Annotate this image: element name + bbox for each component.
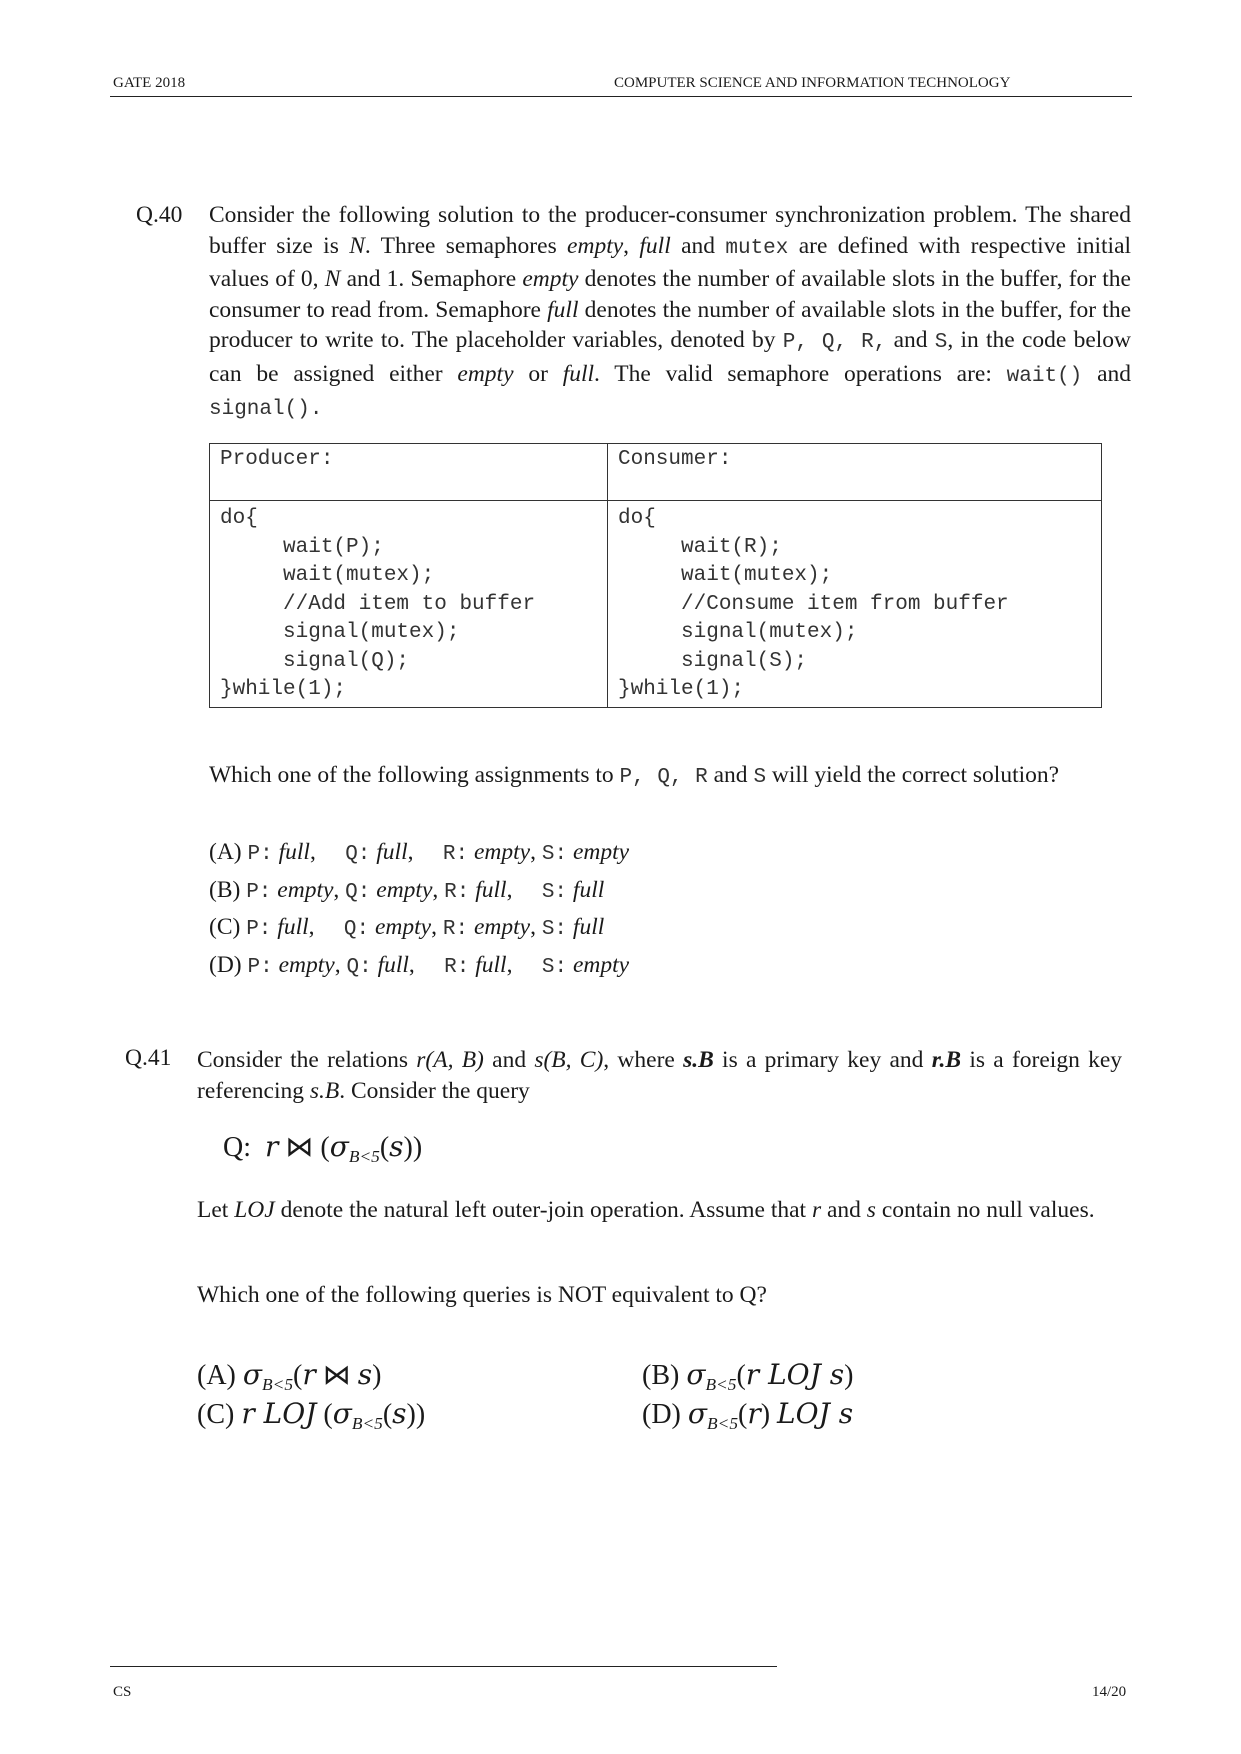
consumer-header: Consumer: [608,444,1102,501]
question-40-options [209,835,629,985]
option-c: (C) r LOJ $(\sigma_{B<5}(s))$ [197,1397,426,1434]
question-41-prompt: Which one of the following queries is NOT equivalent to Q? [197,1282,767,1308]
header-exam-name: GATE 2018 [113,75,186,91]
producer-consumer-table [209,443,1102,708]
question-41-loj-definition: Let LOJ denote the natural left outer-join operation. Assume that r and s contain no null values. [197,1197,1095,1223]
consumer-code: do{ wait(R); wait(mutex); //Consume item from buffer signal(mutex); signal(S); }while(1); [618,507,1009,701]
question-41-text: Consider the relations r(A, B) and s(B, C), where s.B is a primary key and r.B is a foreign key referencing s.B. Consider the query [197,1047,1123,1104]
query-expression: Q: r ⋈ $(\sigma_{B<5}(s))$ [223,1130,423,1167]
header-subject: COMPUTER SCIENCE AND INFORMATION TECHNOLOGY [614,75,1011,91]
footer-page-number: 14/20 [1092,1684,1127,1700]
header-rule [110,96,1132,97]
producer-header: Producer: [210,444,608,501]
question-number: Q.40 [136,202,183,228]
option-c: (C) P: full, Q: empty, R: empty, S: full [209,914,605,941]
question-40 [136,200,1131,426]
question-40-prompt: Which one of the following assignments to P, Q, R and S will yield the correct solution? [209,762,1060,789]
footer-rule [110,1666,777,1667]
footer-paper-code: CS [113,1684,132,1700]
option-b: (B) $\sigma_{B<5}(r$ LOJ s) [642,1358,854,1395]
question-number: Q.41 [125,1045,172,1071]
option-b: (B) P: empty, Q: empty, R: full, S: full [209,876,605,904]
producer-code: do{ wait(P); wait(mutex); //Add item to buffer signal(mutex); signal(Q); }while(1); [220,507,536,701]
option-d: (D) $\sigma_{B<5}(r)$ LOJ s [642,1397,854,1434]
question-40-text: Consider the following solution to the producer-consumer synchronization problem. The shared buffer size is N. Three semaphores empty, full and mutex are defined with respective initial values of 0, N and 1. Semaphore empty denotes the number of available slots in the buffer, for the consumer to read from. Semaphore full denotes the number of available slots in the buffer, for the producer to write to. The placeholder variables, denoted by P, Q, R, and S, in the code below can be assigned either empty or full. The valid semaphore operations are: wait() and signal(). [209,202,1132,421]
option-a: (A) P: full, Q: full, R: empty, S: empty [209,839,630,866]
option-d: (D) P: empty, Q: full, R: full, S: empty [209,951,630,979]
option-a: (A) $\sigma_{B<5}(r$ ⋈ s) [197,1358,382,1395]
